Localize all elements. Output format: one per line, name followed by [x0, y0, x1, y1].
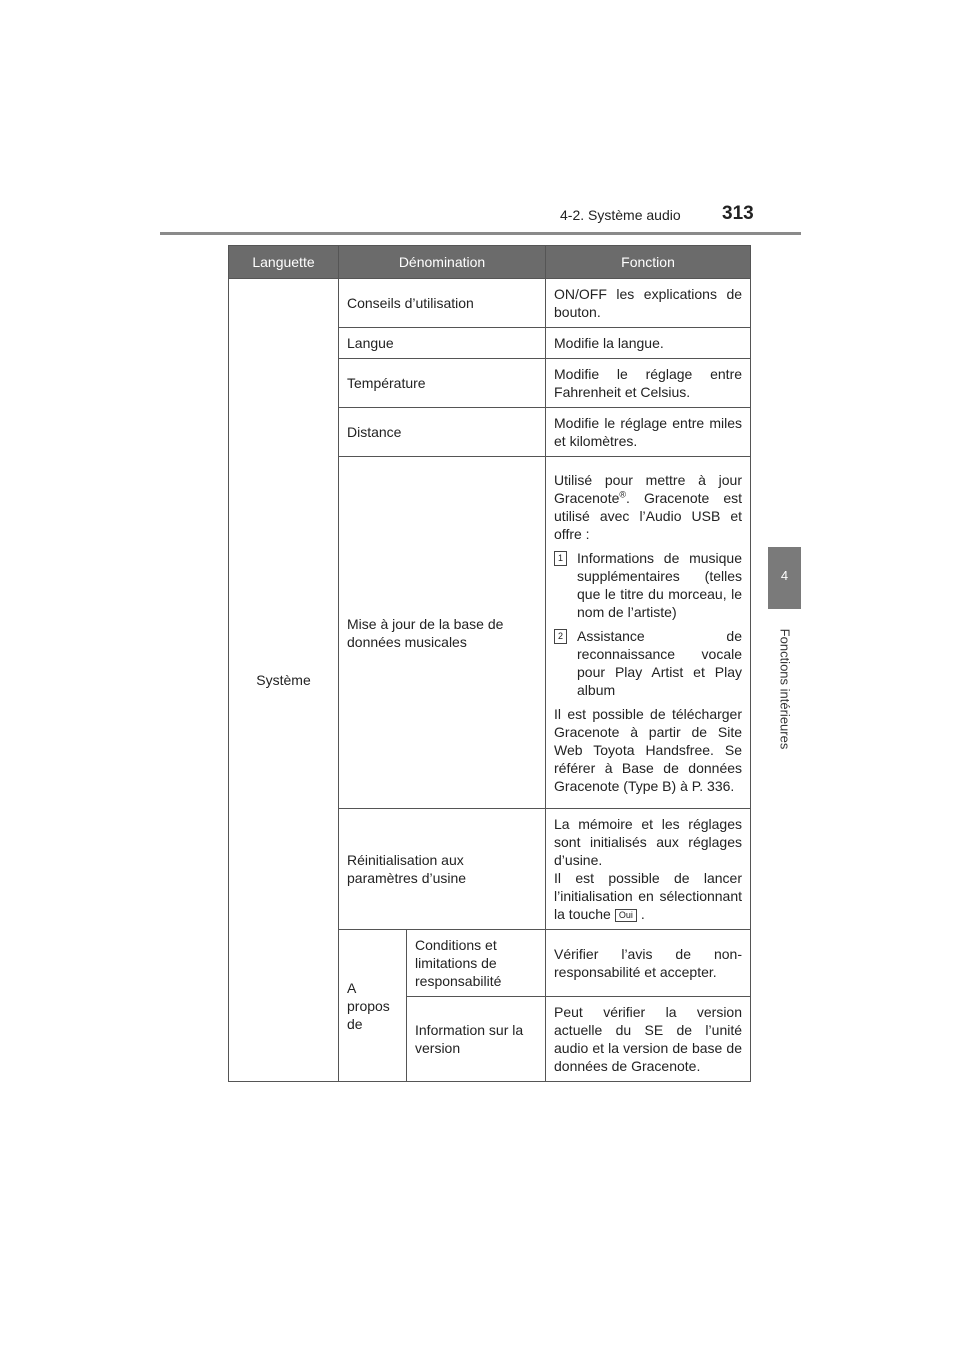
- name-cell: Conditions et limitations de responsabilité: [407, 930, 546, 997]
- chapter-label: Fonctions intérieures: [777, 628, 793, 750]
- function-cell: Modifie le réglage entre Fahrenheit et Celsius.: [546, 359, 751, 408]
- function-cell: ON/OFF les explications de bouton.: [546, 279, 751, 328]
- function-cell: Modifie la langue.: [546, 328, 751, 359]
- table-header-row: [229, 246, 751, 279]
- table-row: [229, 279, 751, 328]
- name-cell: Information sur la version: [407, 997, 546, 1082]
- header-function: Fonction: [546, 246, 751, 279]
- header-divider: [160, 232, 801, 235]
- function-cell: [546, 457, 751, 809]
- function-cell: Vérifier l’avis de non-responsabilité et accepter.: [546, 930, 751, 997]
- settings-table: [228, 245, 751, 1082]
- section-title: 4-2. Système audio: [560, 207, 681, 223]
- name-cell: Distance: [339, 408, 546, 457]
- page-number: 313: [722, 203, 754, 224]
- list-item-text: Assistance de reconnaissance vocale pour Play Artist et Play album: [577, 627, 743, 698]
- number-1-icon: 1: [554, 551, 567, 566]
- list-item: [554, 549, 742, 621]
- header-tab: Languette: [229, 246, 339, 279]
- name-cell: Mise à jour de la base de données musicales: [339, 457, 546, 809]
- name-cell: Réinitialisation aux paramètres d’usine: [339, 809, 546, 930]
- tab-cell-systeme: Système: [229, 279, 339, 1082]
- function-cell: La mémoire et les réglages sont initialisés aux réglages d’usine. Il est possible de lancer l’initialisation en sélectionnant la touche Oui .: [546, 809, 751, 930]
- oui-button-icon: Oui: [615, 909, 637, 922]
- chapter-label-container: [770, 618, 800, 760]
- name-cell: Conseils d’utilisation: [339, 279, 546, 328]
- header-name: Dénomination: [339, 246, 546, 279]
- function-intro: Utilisé pour mettre à jour Gracenote®. Gracenote est utilisé avec l’Audio USB et offre :: [554, 471, 743, 542]
- chapter-tab: [768, 547, 801, 609]
- number-2-icon: 2: [554, 629, 567, 644]
- function-cell: Peut vérifier la version actuelle du SE de l’unité audio et la version de base de données de Gracenote.: [546, 997, 751, 1082]
- function-cell: Modifie le réglage entre miles et kilomètres.: [546, 408, 751, 457]
- function-outro: Il est possible de télécharger Gracenote à partir de Site Web Toyota Handsfree. Se référer à Base de données Gracenote (Type B) à P. 336.: [554, 705, 743, 794]
- name-cell: Température: [339, 359, 546, 408]
- list-item: [554, 627, 742, 699]
- name-cell: Langue: [339, 328, 546, 359]
- list-item-text: Informations de musique supplémentaires (telles que le titre du morceau, le nom de l’artiste): [577, 549, 743, 620]
- about-label-cell: A propos de: [339, 930, 407, 1082]
- chapter-number: 4: [780, 568, 789, 583]
